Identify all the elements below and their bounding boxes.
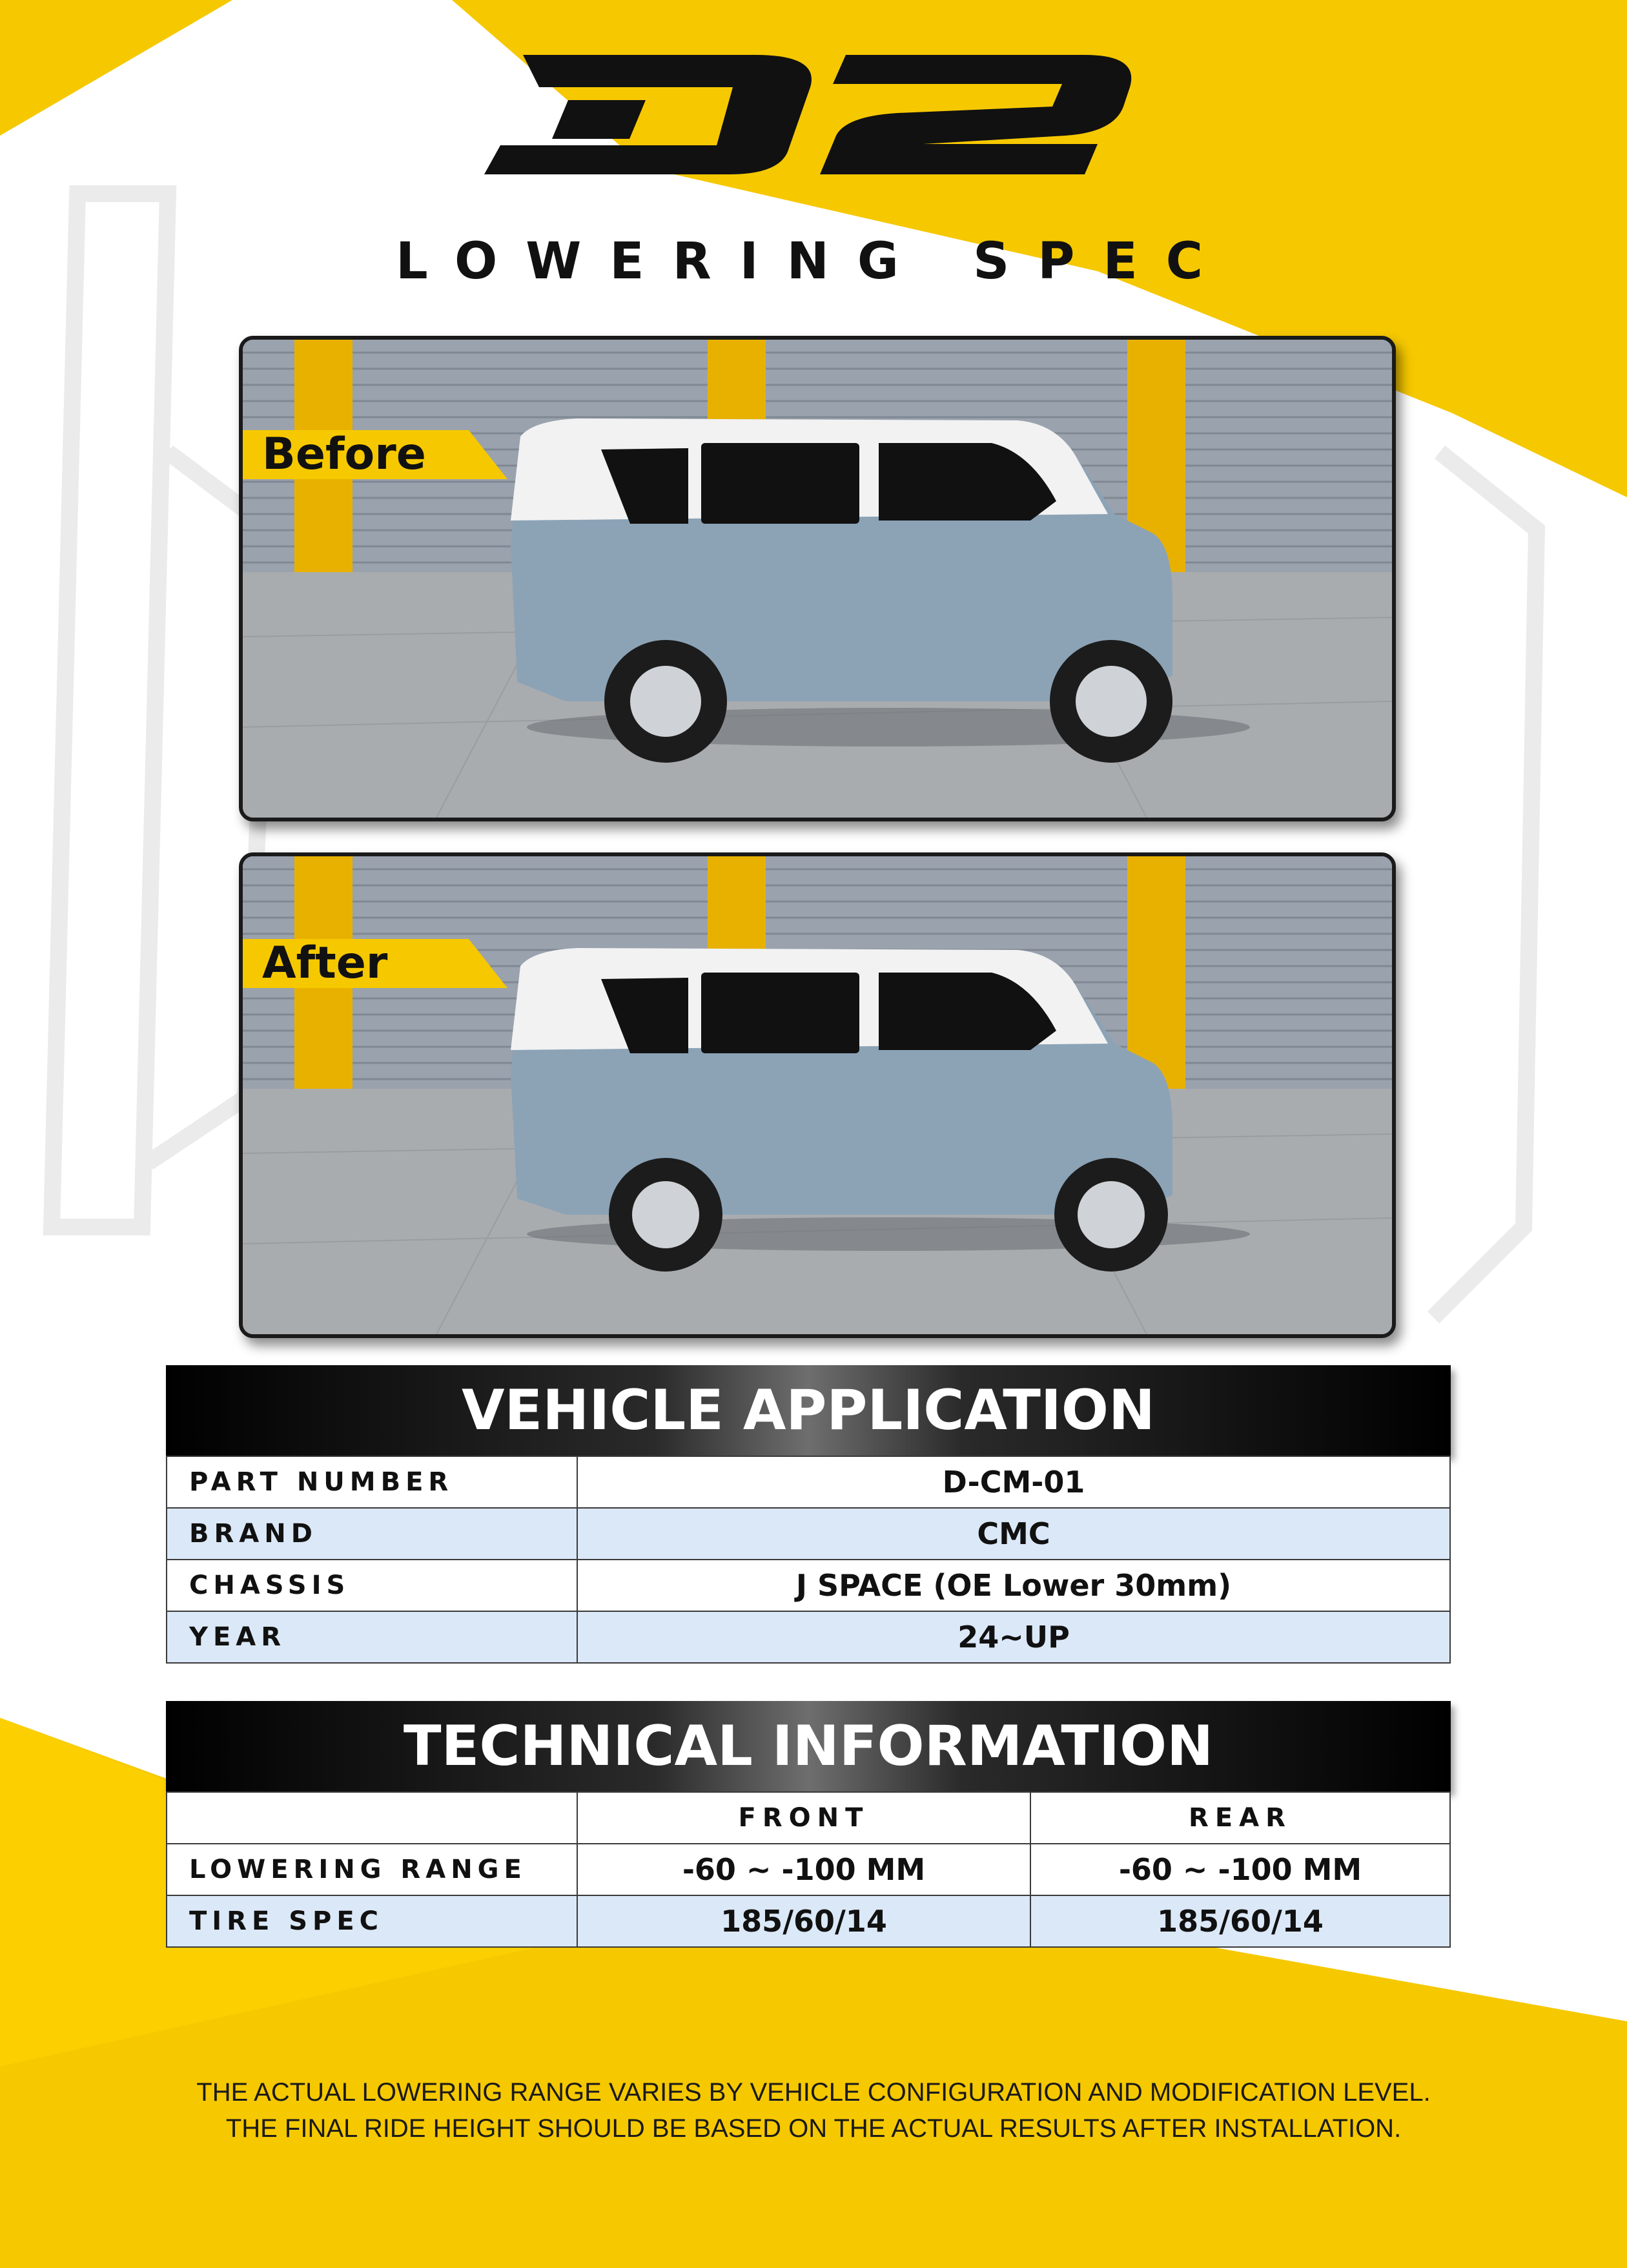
row-label: BRAND [167, 1508, 577, 1560]
row-label: YEAR [167, 1611, 577, 1663]
table-row [167, 1895, 1450, 1947]
disclaimer-line-2: THE FINAL RIDE HEIGHT SHOULD BE BASED ON THE ACTUAL RESULTS AFTER INSTALLATION. [225, 2114, 1402, 2143]
rear-value: 185/60/14 [1030, 1895, 1450, 1947]
after-label: After [262, 938, 388, 989]
before-label: Before [262, 429, 426, 480]
after-tag [243, 939, 507, 988]
d2-logo [484, 48, 1143, 178]
row-label: LOWERING RANGE [167, 1844, 577, 1895]
technical-information-heading: TECHNICAL INFORMATION [166, 1701, 1451, 1791]
table-row [167, 1508, 1450, 1560]
row-label: PART NUMBER [167, 1456, 577, 1508]
vehicle-application-heading: VEHICLE APPLICATION [166, 1365, 1451, 1456]
front-value: 185/60/14 [577, 1895, 1030, 1947]
empty-header-cell [167, 1792, 577, 1844]
row-label: TIRE SPEC [167, 1895, 577, 1947]
table-row [167, 1844, 1450, 1895]
rear-value: -60 ~ -100 MM [1030, 1844, 1450, 1895]
table-row [167, 1611, 1450, 1663]
row-value: CMC [577, 1508, 1450, 1560]
row-label: CHASSIS [167, 1560, 577, 1611]
technical-information-table [166, 1791, 1451, 1948]
row-value: 24~UP [577, 1611, 1450, 1663]
front-column-header: FRONT [577, 1792, 1030, 1844]
table-header-row [167, 1792, 1450, 1844]
before-photo [239, 336, 1396, 821]
disclaimer [0, 2074, 1627, 2147]
row-value: D-CM-01 [577, 1456, 1450, 1508]
table-row [167, 1560, 1450, 1611]
front-value: -60 ~ -100 MM [577, 1844, 1030, 1895]
page-title: LOWERING SPEC [396, 232, 1231, 291]
vehicle-application-table [166, 1456, 1451, 1664]
after-photo [239, 852, 1396, 1338]
disclaimer-line-1: THE ACTUAL LOWERING RANGE VARIES BY VEHICLE CONFIGURATION AND MODIFICATION LEVEL. [196, 2078, 1431, 2107]
table-row [167, 1456, 1450, 1508]
before-tag [243, 430, 507, 479]
row-value: J SPACE (OE Lower 30mm) [577, 1560, 1450, 1611]
rear-column-header: REAR [1030, 1792, 1450, 1844]
